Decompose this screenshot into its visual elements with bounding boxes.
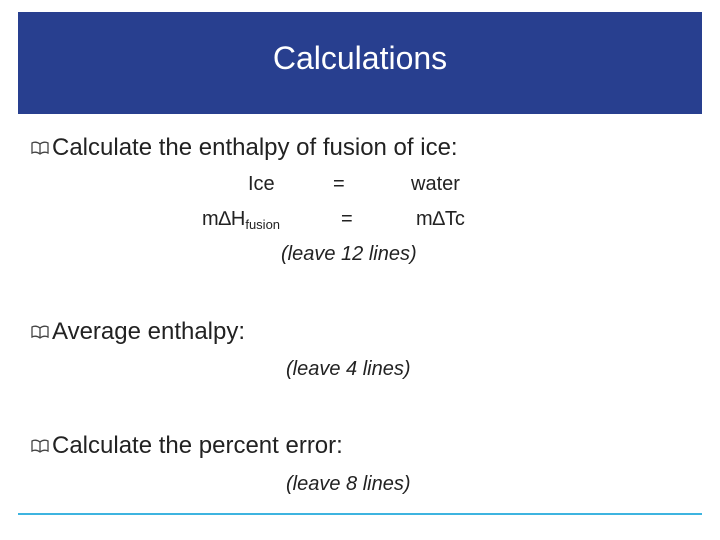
open-book-icon [30,322,50,342]
title-bar [18,12,702,114]
bullet-text: Calculate the enthalpy of fusion of ice: [52,134,458,161]
equation-ice-label: Ice [248,173,275,195]
bullet-text: Average enthalpy: [52,318,246,345]
note-leave-lines: (leave 12 lines) [281,243,417,265]
note-leave-lines: (leave 4 lines) [286,358,411,380]
equation-left-main: m∆H [202,208,246,230]
equation-left-subscript: fusion [245,217,281,232]
open-book-icon [30,436,50,456]
equation-right-term: m∆Tc [416,208,465,230]
equation-water-label: water [411,173,460,195]
equation-equals-sign: = [333,173,345,195]
bullet-percent-error [30,432,343,460]
equation-equals-sign: = [341,208,353,230]
bullet-enthalpy-fusion [30,134,458,162]
bullet-average-enthalpy [30,318,245,346]
bullet-text: Calculate the percent error: [52,432,343,459]
bottom-accent-rule [18,513,702,515]
note-leave-lines: (leave 8 lines) [286,473,411,495]
slide-title: Calculations [272,39,448,76]
equation-left-term [202,208,280,232]
open-book-icon [30,138,50,158]
